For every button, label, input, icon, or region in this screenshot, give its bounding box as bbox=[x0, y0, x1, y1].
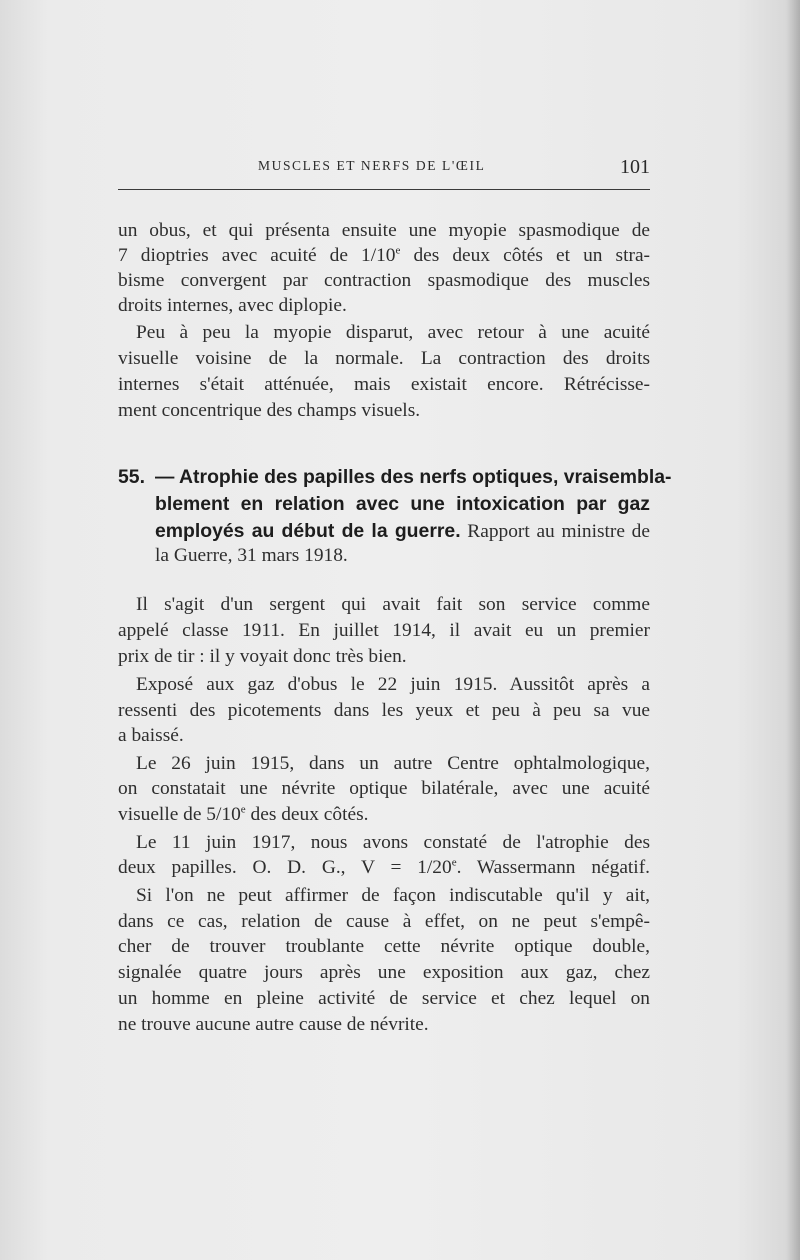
text-line: 7 dioptries avec acuité de 1/10e des deux côtés et un stra- bbox=[118, 244, 651, 266]
text-line: ne trouve aucune autre cause de névrite. bbox=[118, 1014, 429, 1035]
text-line: signalée quatre jours après une exposition aux gaz, chez bbox=[118, 962, 650, 983]
text-line: cher de trouver troublante cette névrite optique double, bbox=[118, 936, 650, 957]
header-rule bbox=[118, 189, 650, 190]
section-heading-line: employés au début de la guerre. Rapport au ministre de bbox=[155, 520, 650, 542]
text-line: un obus, et qui présenta ensuite une myopie spasmodique de bbox=[118, 220, 650, 241]
section-heading-line: blement en relation avec une intoxication par gaz bbox=[155, 493, 650, 515]
text-line: deux papilles. O. D. G., $V = 1/20^e$. Wassermann négatif. bbox=[118, 856, 651, 878]
text-line: ment concentrique des champs visuels. bbox=[118, 400, 421, 421]
section-reference: la Guerre, 31 mars 1918. bbox=[155, 545, 348, 566]
text-line: Il s'agit d'un sergent qui avait fait son service comme bbox=[136, 594, 650, 615]
text-line: bisme convergent par contraction spasmodique des muscles bbox=[118, 270, 650, 291]
text-line: ressenti des picotements dans les yeux et peu à peu sa vue bbox=[118, 700, 650, 721]
text-line: Le 11 juin 1917, nous avons constaté de l'atrophie des bbox=[136, 832, 650, 853]
text-line: visuelle voisine de la normale. La contraction des droits bbox=[118, 348, 650, 369]
page-number: 101 bbox=[620, 156, 650, 178]
text-line: a baissé. bbox=[118, 725, 184, 746]
text-line: appelé classe 1911. En juillet 1914, il avait eu un premier bbox=[118, 620, 650, 641]
text-line: dans ce cas, relation de cause à effet, on ne peut s'empê- bbox=[118, 911, 650, 932]
text-line: Le 26 juin 1915, dans un autre Centre ophtalmologique, bbox=[136, 753, 650, 774]
text-line: on constatait une névrite optique bilatérale, avec une acuité bbox=[118, 778, 650, 799]
text-line: internes s'était atténuée, mais existait encore. Rétrécisse- bbox=[118, 374, 650, 395]
section-heading-line: — Atrophie des papilles des nerfs optiques, vraisembla- bbox=[155, 466, 672, 488]
text-line: droits internes, avec diplopie. bbox=[118, 295, 347, 316]
running-head bbox=[258, 156, 650, 178]
section-number: 55. bbox=[118, 466, 145, 488]
running-title: MUSCLES ET NERFS DE L'ŒIL bbox=[258, 158, 486, 173]
text-line: Si l'on ne peut affirmer de façon indiscutable qu'il y ait, bbox=[136, 885, 650, 906]
text-line: Peu à peu la myopie disparut, avec retour à une acuité bbox=[136, 322, 650, 343]
text-line: prix de tir : il y voyait donc très bien. bbox=[118, 646, 407, 667]
text-line: visuelle de 5/10e des deux côtés. bbox=[118, 803, 369, 825]
text-line: Exposé aux gaz d'obus le 22 juin 1915. Aussitôt après a bbox=[136, 674, 650, 695]
text-line: un homme en pleine activité de service et chez lequel on bbox=[118, 988, 650, 1009]
page-edge-shadow bbox=[786, 0, 800, 1260]
